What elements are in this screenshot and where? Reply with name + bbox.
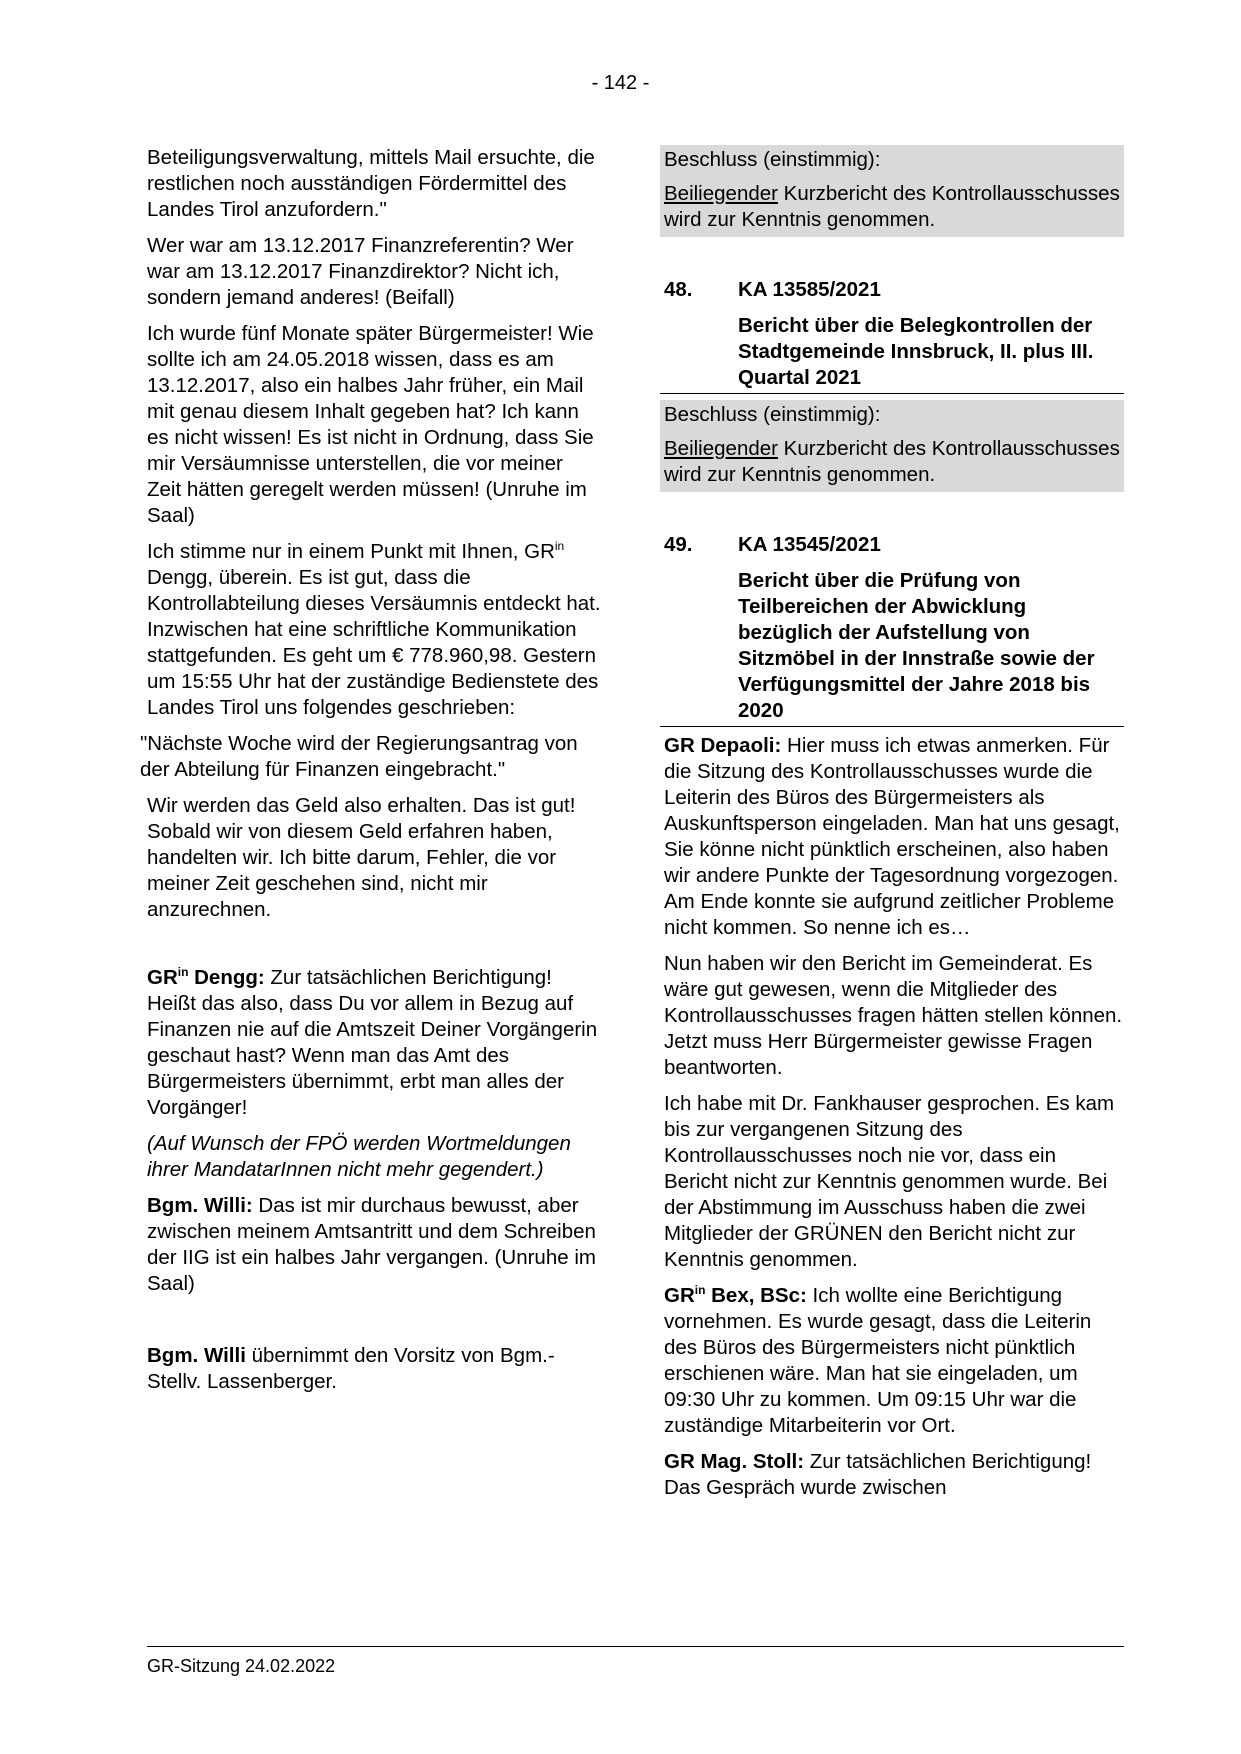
paragraph: Wir werden das Geld also erhalten. Das ist gut! Sobald wir von diesem Geld erfahren haben, handelten wir. Ich bitte darum, Fehler, die vor meiner Zeit geschehen sind, nicht mir anzurechnen.: [147, 794, 576, 921]
chair-handover: Bgm. Willi übernimmt den Vorsitz von Bgm.-Stellv. Lassenberger.: [147, 1344, 555, 1393]
resolution-box: [660, 400, 1124, 492]
speech-depaoli: GR Depaoli: Hier muss ich etwas anmerken. Für die Sitzung des Kontrollausschusses wurde die Leiterin des Büros des Bürgermeisters als Auskunftsperson eingeladen. Man hat uns gesagt, Sie könne nicht pünktlich erscheinen, also haben wir andere Punkte der Tagesordnung vorgezogen. Am Ende konnte sie aufgrund zeitlicher Probleme nicht kommen. So nenne ich es…: [664, 734, 1120, 939]
paragraph: Ich habe mit Dr. Fankhauser gesprochen. Es kam bis zur vergangenen Sitzung des Kontrollausschusses noch nie vor, dass ein Bericht nicht zur Kenntnis genommen wurde. Bei der Abstimmung im Ausschuss haben die zwei Mitglieder der GRÜNEN den Bericht nicht zur Kenntnis genommen.: [664, 1092, 1115, 1271]
resolution-box: [660, 145, 1124, 237]
resolution-label: Beschluss (einstimmig):: [664, 403, 881, 426]
left-column: [140, 145, 602, 1405]
paragraph: Ich wurde fünf Monate später Bürgermeister! Wie sollte ich am 24.05.2018 wissen, dass es am 13.12.2017, also ein halbes Jahr früher, ein Mail mit genau diesem Inhalt gegeben hat? Ich kann es nicht wissen! Es ist nicht in Ordnung, dass Sie mir Versäumnisse unterstellen, die vor meiner Zeit hätten geregelt werden müssen! (Unruhe im Saal): [147, 322, 594, 527]
paragraph: Ich stimme nur in einem Punkt mit Ihnen, $GR^{in}$ Dengg, überein. Es ist gut, dass die Kontrollabteilung dieses Versäumnis entdeckt hat. Inzwischen hat eine schriftliche Kommunikation stattgefunden. Es geht um € 778.960,98. Gestern um 15:55 Uhr hat der zuständige Bedienstete des Landes Tirol uns folgendes geschrieben:: [147, 539, 601, 719]
item-number: 48.: [664, 278, 693, 301]
speech-stoll: GR Mag. Stoll: Zur tatsächlichen Berichtigung! Das Gespräch wurde zwischen: [664, 1450, 1092, 1499]
speech-willi: Bgm. Willi: Das ist mir durchaus bewusst, aber zwischen meinem Amtsantritt und dem Schreiben der IIG ist ein halbes Jahr vergangen. (Unruhe im Saal): [147, 1194, 596, 1295]
quote: "Nächste Woche wird der Regierungsantrag von der Abteilung für Finanzen eingebracht.": [140, 732, 578, 781]
agenda-item-49: [664, 532, 1124, 726]
item-title: Bericht über die Belegkontrollen der Stadtgemeinde Innsbruck, II. plus III. Quartal 2021: [738, 314, 1094, 389]
footer: GR-Sitzung 24.02.2022: [147, 1656, 336, 1676]
editorial-note: (Auf Wunsch der FPÖ werden Wortmeldungen ihrer MandatarInnen nicht mehr gegendert.): [147, 1132, 571, 1181]
agenda-item-48: [664, 277, 1124, 393]
paragraph: Beteiligungsverwaltung, mittels Mail ersuchte, die restlichen noch ausständigen Fördermittel des Landes Tirol anzufordern.": [147, 146, 595, 221]
divider: [660, 393, 1124, 394]
resolution-label: Beschluss (einstimmig):: [664, 148, 881, 171]
paragraph: Wer war am 13.12.2017 Finanzreferentin? Wer war am 13.12.2017 Finanzdirektor? Nicht ich, sondern jemand anderes! (Beifall): [147, 234, 574, 309]
right-column: [664, 145, 1124, 1511]
footer-divider: [147, 1646, 1124, 1647]
speech-bex: $GR^{in}$ Bex, BSc: Ich wollte eine Berichtigung vornehmen. Es wurde gesagt, dass die Leiterin des Büros des Bürgermeisters nicht pünktlich erschienen wäre. Man hat sie eingeladen, um 09:30 Uhr zu kommen. Um 09:15 Uhr war die zuständige Mitarbeiterin vor Ort.: [664, 1283, 1092, 1437]
paragraph: Nun haben wir den Bericht im Gemeinderat. Es wäre gut gewesen, wenn die Mitglieder des Kontrollausschusses fragen hätten stellen können. Jetzt muss Herr Bürgermeister gewisse Fragen beantworten.: [664, 952, 1123, 1079]
item-title: Bericht über die Prüfung von Teilbereichen der Abwicklung bezüglich der Aufstellung von Sitzmöbel in der Innstraße sowie der Verfügungsmittel der Jahre 2018 bis 2020: [738, 569, 1095, 722]
divider: [660, 726, 1124, 727]
resolution-text: Beiliegender Kurzbericht des Kontrollausschusses wird zur Kenntnis genommen.: [664, 182, 1120, 231]
item-number: 49.: [664, 533, 693, 556]
page-number: - 142 -: [591, 72, 650, 94]
resolution-text: Beiliegender Kurzbericht des Kontrollausschusses wird zur Kenntnis genommen.: [664, 437, 1120, 486]
item-ka: KA 13585/2021: [738, 278, 881, 301]
speech-dengg: $GR^{in}$ Dengg: Zur tatsächlichen Berichtigung! Heißt das also, dass Du vor allem in Bezug auf Finanzen nie auf die Amtszeit Deiner Vorgängerin geschaut hast? Wenn man das Amt des Bürgermeisters übernimmt, erbt man alles der Vorgänger!: [147, 965, 598, 1119]
item-ka: KA 13545/2021: [738, 533, 881, 556]
